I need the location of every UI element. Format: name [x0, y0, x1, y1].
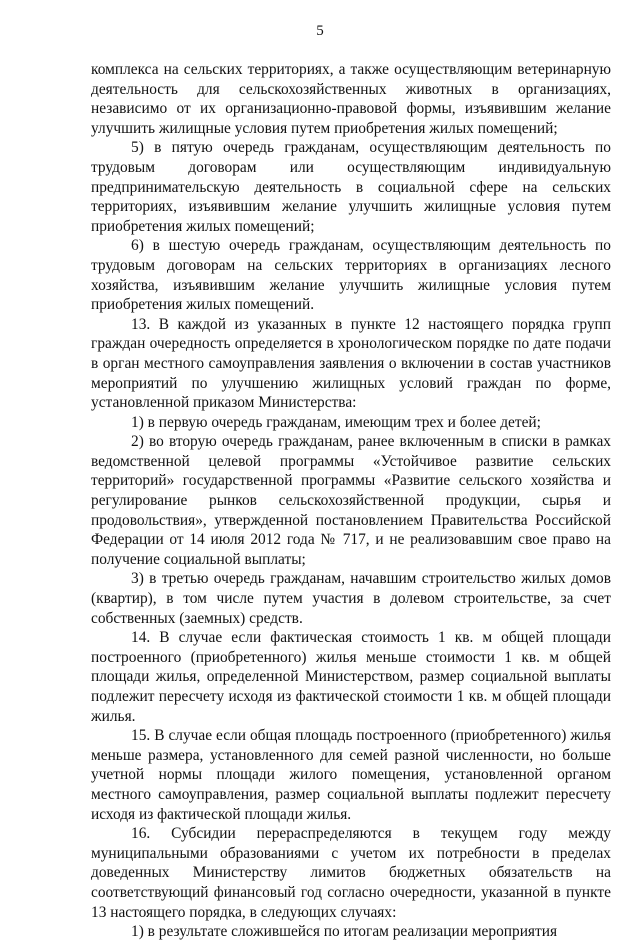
paragraph-clause-15: 15. В случае если общая площадь построенного (приобретенного) жилья меньше размера, установленного для семей разной численности, но больше учетной нормы площади жилого помещения, установленной органом местного самоуправления, размер социальной выплаты подлежит пересчету исходя из фактической площади жилья. [91, 727, 611, 823]
page-number: 5 [316, 23, 324, 39]
paragraph-continuation: комплекса на сельских территориях, а также осуществляющим ветеринарную деятельность для сельскохозяйственных животных в организациях, независимо от их организационно-правовой формы, изъявившим желание улучшить жилищные условия путем приобретения жилых помещений; [91, 61, 611, 137]
paragraph-item-6: 6) в шестую очередь гражданам, осуществляющим деятельность по трудовым договорам на сельских территориях в организациях лесного хозяйства, изъявившим желание улучшить жилищные условия путем приобретения жилых помещений. [91, 237, 611, 314]
paragraph-clause-13-item-3: 3) в третью очередь гражданам, начавшим строительство жилых домов (квартир), в том числе путем участия в долевом строительстве, за счет собственных (заемных) средств. [91, 570, 611, 627]
paragraph-clause-13-item-1: 1) в первую очередь гражданам, имеющим трех и более детей; [131, 413, 541, 431]
paragraph-clause-16: 16. Субсидии перераспределяются в текущем году между муниципальными образованиями с учетом их потребности в пределах доведенных Министерству лимитов бюджетных обязательств на соответствующий финансовый год согласно очередности, указанной в пункте 13 настоящего порядка, в следующих случаях: [91, 825, 611, 921]
paragraph-clause-16-item-1: 1) в результате сложившейся по итогам реализации мероприятия [131, 923, 558, 941]
paragraph-clause-13: 13. В каждой из указанных в пункте 12 настоящего порядка групп граждан очередность определяется в хронологическом порядке по дате подачи в орган местного самоуправления заявления о включении в состав участников мероприятий по улучшению жилищных условий граждан по форме, установленной приказом Министерства: [91, 315, 611, 412]
paragraph-clause-13-item-2: 2) во вторую очередь гражданам, ранее включенным в списки в рамках ведомственной целевой программы «Устойчивое развитие сельских территорий» государственной программы «Развитие сельского хозяйства и регулирование рынков сельскохозяйственной продукции, сырья и продовольствия», утвержденной постановлением Правительства Российской Федерации от 14 июля 2012 года № 717, и не реализовавшим свое право на получение социальной выплаты; [91, 433, 611, 568]
document-body [91, 60, 611, 942]
paragraph-item-5: 5) в пятую очередь гражданам, осуществляющим деятельность по трудовым договорам или осуществляющим индивидуальную предпринимательскую деятельность в социальной сфере на сельских территориях, изъявившим желание улучшить жилищные условия путем приобретения жилых помещений; [91, 139, 611, 235]
paragraph-clause-14: 14. В случае если фактическая стоимость 1 кв. м общей площади построенного (приобретенного) жилья меньше стоимости 1 кв. м общей площади жилья, определенной Министерством, размер социальной выплаты подлежит пересчету исходя из фактической стоимости 1 кв. м общей площади жилья. [91, 629, 611, 725]
